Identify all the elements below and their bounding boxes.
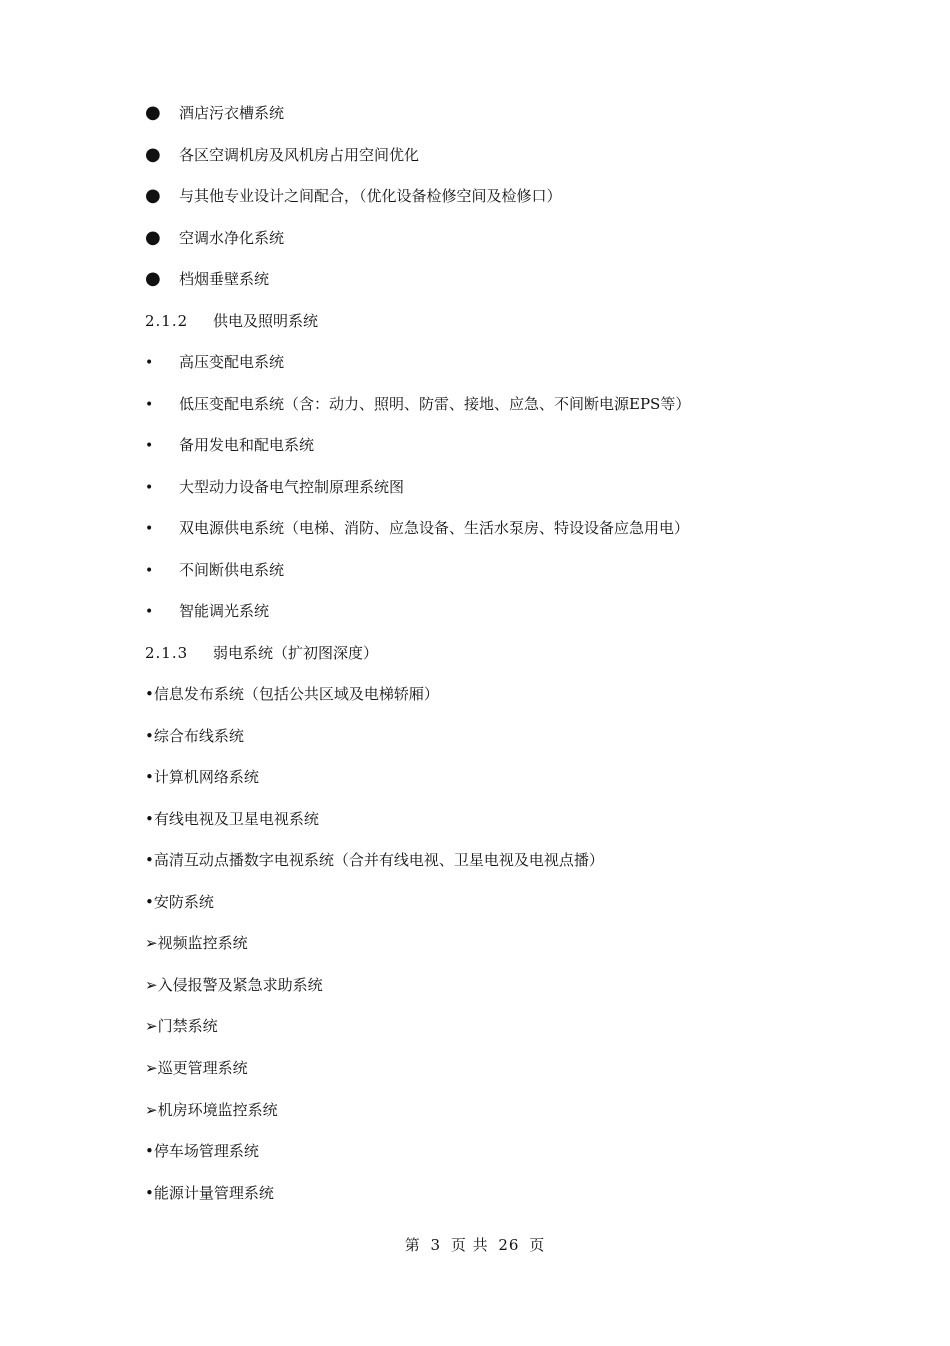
list-item xyxy=(145,392,690,416)
page-number: 3 xyxy=(430,1236,442,1254)
list-item-text: 综合布线系统 xyxy=(153,727,244,745)
list-item-text: 不间断供电系统 xyxy=(179,561,285,579)
list-item xyxy=(145,599,269,623)
list-item-text: 停车场管理系统 xyxy=(153,1142,259,1160)
footer-mid: 页 共 xyxy=(450,1236,489,1254)
list-item xyxy=(145,184,562,208)
arrow-bullet-icon: ➢ xyxy=(145,976,158,994)
list-item-text: 双电源供电系统（电梯、消防、应急设备、生活水泵房、特设设备应急用电） xyxy=(179,519,690,537)
list-item-text: 能源计量管理系统 xyxy=(153,1184,274,1202)
list-item xyxy=(145,101,284,125)
list-item-text: 高压变配电系统 xyxy=(179,353,285,371)
section-title: 弱电系统（扩初图深度） xyxy=(213,644,379,662)
list-item-text: 高清互动点播数字电视系统（合并有线电视、卫星电视及电视点播） xyxy=(153,851,604,869)
footer-prefix: 第 xyxy=(404,1236,421,1254)
list-item xyxy=(145,350,284,374)
bullet-icon: • xyxy=(145,604,154,620)
list-item-text: 机房环境监控系统 xyxy=(157,1101,278,1119)
list-item xyxy=(145,1139,259,1163)
bullet-icon: • xyxy=(145,1184,154,1202)
page-footer xyxy=(0,1233,950,1257)
list-item-text: 有线电视及卫星电视系统 xyxy=(153,810,319,828)
bullet-icon: ● xyxy=(145,185,161,206)
arrow-bullet-icon: ➢ xyxy=(145,1017,158,1035)
list-item-text: 视频监控系统 xyxy=(157,934,248,952)
bullet-icon: ● xyxy=(145,268,161,289)
section-title: 供电及照明系统 xyxy=(213,312,319,330)
bullet-icon: • xyxy=(145,685,154,703)
bullet-icon: ● xyxy=(145,227,161,248)
bullet-icon: • xyxy=(145,521,154,537)
list-item-text: 门禁系统 xyxy=(157,1017,218,1035)
list-item-text: 巡更管理系统 xyxy=(157,1059,248,1077)
footer-suffix: 页 xyxy=(529,1236,546,1254)
section-number: 2.1.3 xyxy=(145,644,189,662)
list-item xyxy=(145,433,314,457)
section-heading xyxy=(145,309,318,333)
arrow-bullet-icon: ➢ xyxy=(145,1059,158,1077)
list-item-text: 低压变配电系统（含：动力、照明、防雷、接地、应急、不间断电源EPS等） xyxy=(179,395,691,413)
bullet-icon: • xyxy=(145,1142,154,1160)
list-item-text: 智能调光系统 xyxy=(179,602,270,620)
list-item xyxy=(145,516,689,540)
list-item-text: 各区空调机房及风机房占用空间优化 xyxy=(179,146,420,164)
list-item-text: 档烟垂壁系统 xyxy=(179,270,270,288)
bullet-icon: ● xyxy=(145,144,161,165)
list-item xyxy=(145,475,404,499)
list-item-text: 计算机网络系统 xyxy=(153,768,259,786)
list-item-text: 入侵报警及紧急求助系统 xyxy=(157,976,323,994)
bullet-icon: • xyxy=(145,397,154,413)
bullet-icon: • xyxy=(145,355,154,371)
list-item xyxy=(145,973,323,997)
list-item xyxy=(145,848,604,872)
bullet-icon: • xyxy=(145,768,154,786)
list-item xyxy=(145,1181,274,1205)
list-item xyxy=(145,682,439,706)
list-item xyxy=(145,807,319,831)
bullet-icon: ● xyxy=(145,102,161,123)
section-heading xyxy=(145,641,378,665)
list-item-text: 空调水净化系统 xyxy=(179,229,285,247)
list-item xyxy=(145,1014,218,1038)
list-item-text: 酒店污衣槽系统 xyxy=(179,104,285,122)
list-item xyxy=(145,724,244,748)
list-item xyxy=(145,890,214,914)
bullet-icon: • xyxy=(145,851,154,869)
bullet-icon: • xyxy=(145,810,154,828)
list-item xyxy=(145,558,284,582)
list-item xyxy=(145,931,248,955)
list-item xyxy=(145,143,419,167)
section-number: 2.1.2 xyxy=(145,312,189,330)
bullet-icon: • xyxy=(145,563,154,579)
arrow-bullet-icon: ➢ xyxy=(145,1101,158,1119)
list-item xyxy=(145,1056,248,1080)
list-item-text: 备用发电和配电系统 xyxy=(179,436,315,454)
list-item-text: 与其他专业设计之间配合，（优化设备检修空间及检修口） xyxy=(179,187,562,205)
list-item-text: 大型动力设备电气控制原理系统图 xyxy=(179,478,405,496)
bullet-icon: • xyxy=(145,727,154,745)
bullet-icon: • xyxy=(145,480,154,496)
bullet-icon: • xyxy=(145,438,154,454)
list-item xyxy=(145,1098,278,1122)
list-item-text: 信息发布系统（包括公共区域及电梯轿厢） xyxy=(153,685,439,703)
arrow-bullet-icon: ➢ xyxy=(145,934,158,952)
bullet-icon: • xyxy=(145,893,154,911)
page-total: 26 xyxy=(498,1236,520,1254)
list-item-text: 安防系统 xyxy=(153,893,214,911)
list-item xyxy=(145,226,284,250)
list-item xyxy=(145,267,269,291)
list-item xyxy=(145,765,259,789)
